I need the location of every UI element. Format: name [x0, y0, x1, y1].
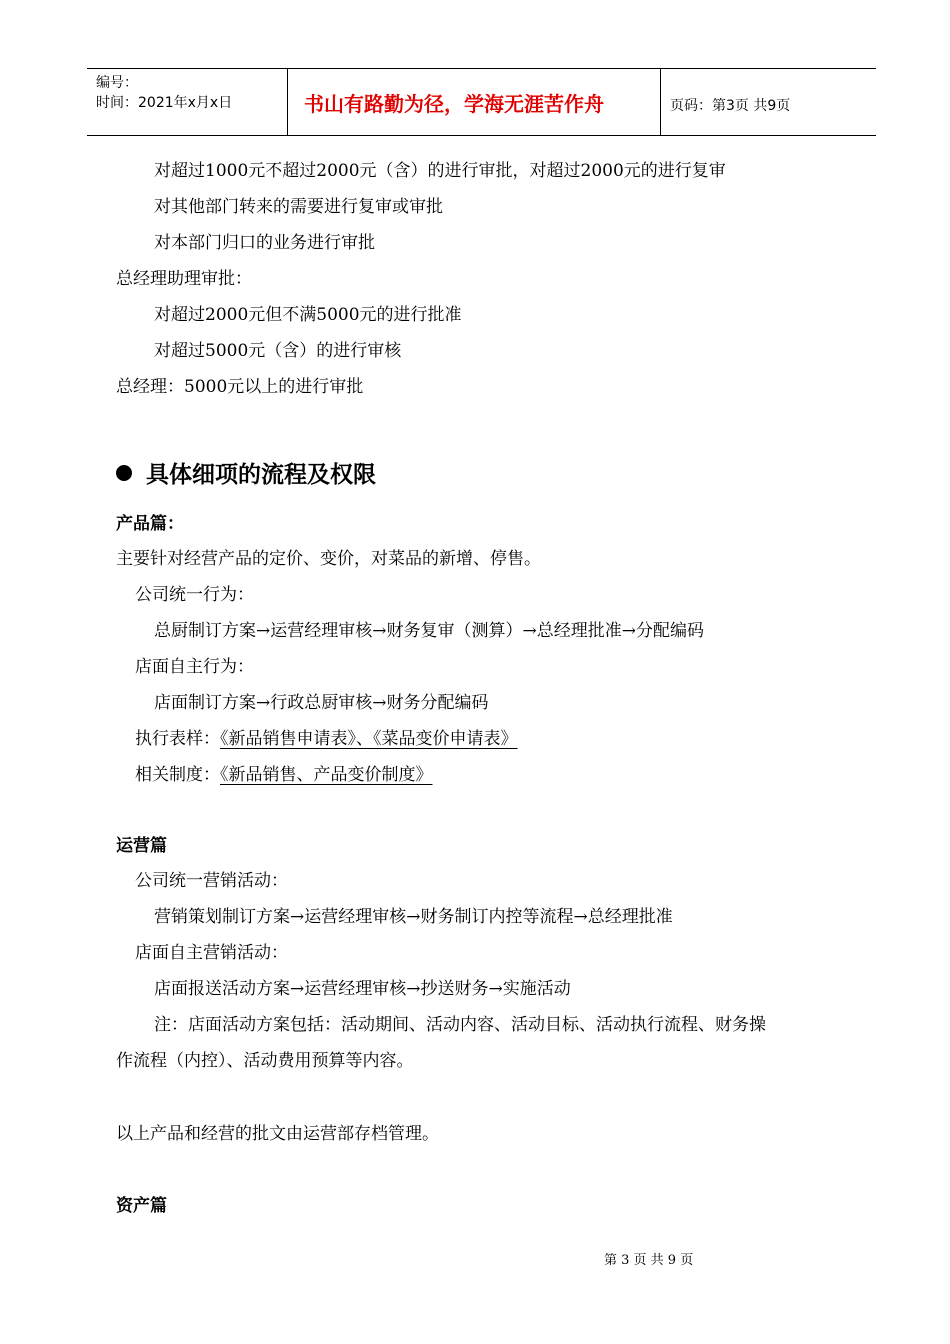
note-line-1: 注：店面活动方案包括：活动期间、活动内容、活动目标、活动执行流程、财务操	[154, 1015, 766, 1035]
company-unified-label: 公司统一行为：	[135, 585, 254, 605]
product-heading: 产品篇：	[116, 514, 184, 534]
company-marketing-label: 公司统一营销活动：	[135, 871, 288, 891]
approval-line-6: 对超过5000元（含）的进行审核	[154, 341, 402, 361]
header-top-rule	[87, 68, 876, 69]
company-marketing-flow: 营销策划制订方案→运营经理审核→财务制订内控等流程→总经理批准	[154, 907, 673, 927]
product-intro: 主要针对经营产品的定价、变价，对菜品的新增、停售。	[116, 549, 541, 569]
related-label: 相关制度：	[135, 765, 220, 785]
header-divider-right	[660, 68, 661, 136]
related-line	[135, 767, 433, 784]
store-flow: 店面制订方案→行政总厨审核→财务分配编码	[154, 693, 489, 713]
company-flow: 总厨制订方案→运营经理审核→财务复审（测算）→总经理批准→分配编码	[154, 621, 704, 641]
approval-line-3: 对本部门归口的业务进行审批	[154, 233, 375, 253]
header-time-label: 时间：2021年x月x日	[96, 95, 233, 111]
exec-forms-line	[135, 731, 518, 748]
approval-line-5: 对超过2000元但不满5000元的进行批准	[154, 305, 462, 325]
header-motto: 书山有路勤为径，学海无涯苦作舟	[304, 92, 604, 116]
asset-heading: 资产篇	[116, 1196, 167, 1216]
ops-heading: 运营篇	[116, 836, 167, 856]
exec-forms-link[interactable]: 《新品销售申请表》、《菜品变价申请表》	[220, 729, 518, 749]
header-divider-left	[287, 68, 288, 136]
approval-line-2: 对其他部门转来的需要进行复审或审批	[154, 197, 443, 217]
exec-forms-label: 执行表样：	[135, 729, 220, 749]
related-link[interactable]: 《新品销售、产品变价制度》	[220, 765, 433, 785]
header-number-label: 编号：	[96, 75, 138, 91]
approval-line-1: 对超过1000元不超过2000元（含）的进行审批，对超过2000元的进行复审	[154, 161, 726, 181]
note-line-2: 作流程（内控）、活动费用预算等内容。	[116, 1051, 414, 1071]
archive-note: 以上产品和经营的批文由运营部存档管理。	[116, 1124, 439, 1144]
store-marketing-label: 店面自主营销活动：	[135, 943, 288, 963]
header-page-label: 页码：第3页 共9页	[670, 98, 791, 114]
bullet-icon	[116, 465, 132, 481]
gm-approval-line: 总经理：5000元以上的进行审批	[116, 377, 364, 397]
header-bottom-rule	[87, 135, 876, 136]
page-footer: 第 3 页 共 9 页	[604, 1253, 694, 1268]
store-marketing-flow: 店面报送活动方案→运营经理审核→抄送财务→实施活动	[154, 979, 571, 999]
assistant-gm-heading: 总经理助理审批：	[116, 269, 252, 289]
section-title	[116, 456, 376, 489]
section-title-text: 具体细项的流程及权限	[146, 462, 376, 488]
store-self-label: 店面自主行为：	[135, 657, 254, 677]
